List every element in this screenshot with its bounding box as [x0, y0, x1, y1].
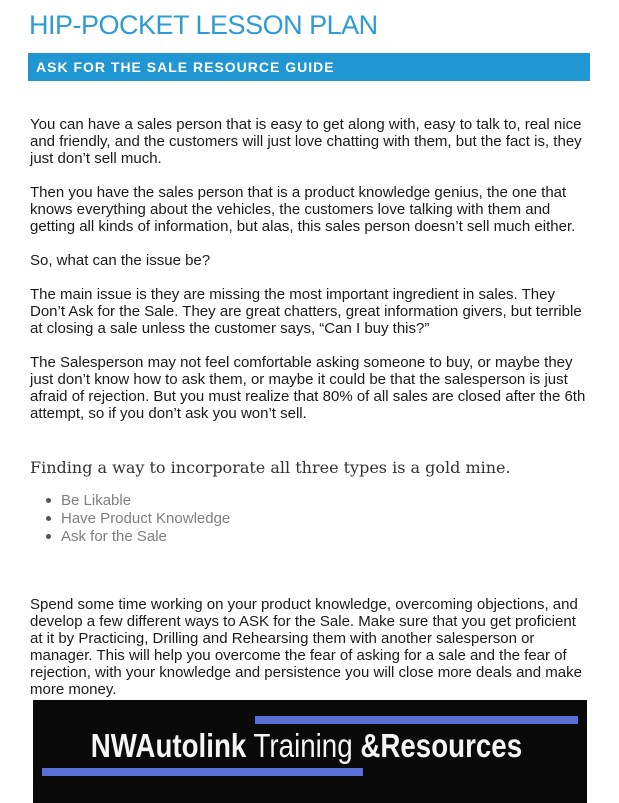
paragraph-product-genius: Then you have the sales person that is a product knowledge genius, the one that knows everything about the vehicles, the customers love talking with them and getting all kinds of information, but alas, this sales person doesn’t sell much either.	[30, 184, 576, 235]
logo-bar-bottom	[42, 768, 363, 776]
list-item-product-knowledge	[30, 510, 586, 528]
logo-banner	[33, 700, 587, 803]
paragraph-question: So, what can the issue be?	[30, 252, 211, 269]
highlight-line: Finding a way to incorporate all three types is a gold mine.	[30, 458, 511, 477]
paragraph-main-issue: The main issue is they are missing the most important ingredient in sales. They Don’t Ask for the Sale. They are great chatters, great information givers, but terrible at closing a sale unless the customer says, “Can I buy this?”	[30, 286, 582, 337]
list-item-label: Be Likable	[61, 492, 132, 509]
list-item-label: Have Product Knowledge	[61, 510, 231, 527]
logo-brand-name: NWAutolink	[90, 727, 247, 764]
bullet-icon	[46, 534, 51, 539]
bullet-icon	[46, 516, 51, 521]
key-points-list	[30, 492, 586, 546]
list-item-be-likable	[30, 492, 586, 510]
logo-resources-label: &Resources	[360, 727, 523, 764]
list-item-label: Ask for the Sale	[61, 528, 167, 545]
logo-bar-top	[255, 716, 578, 724]
list-item-ask-for-sale	[30, 528, 586, 546]
paragraph-fear-of-rejection: The Salesperson may not feel comfortable asking someone to buy, or maybe they just don’t know how to ask them, or maybe it could be that the salesperson is just afraid of rejection. But you must realize that 80% of all sales are closed after the 6th attempt, so if you don’t ask you won’t sell.	[30, 354, 586, 422]
logo-training-label: Training	[246, 727, 361, 764]
paragraph-intro-likable: You can have a sales person that is easy to get along with, easy to talk to, real nice and friendly, and the customers will just love chatting with them, but the fact is, they just don’t sell much.	[30, 116, 582, 167]
page-title: HIP-POCKET LESSON PLAN	[29, 10, 378, 40]
logo-wordmark	[74, 728, 539, 764]
paragraph-closing-advice: Spend some time working on your product knowledge, overcoming objections, and develop a few different ways to ASK for the Sale. Make sure that you get proficient at it by Practicing, Drilling and Rehearsing them with another salesperson or manager. This will help you overcome the fear of asking for a sale and the fear of rejection, with your knowledge and persistence you will close more deals and make more money.	[30, 596, 582, 698]
bullet-icon	[46, 498, 51, 503]
section-banner: ASK FOR THE SALE RESOURCE GUIDE	[28, 53, 590, 81]
document-body	[30, 110, 586, 715]
